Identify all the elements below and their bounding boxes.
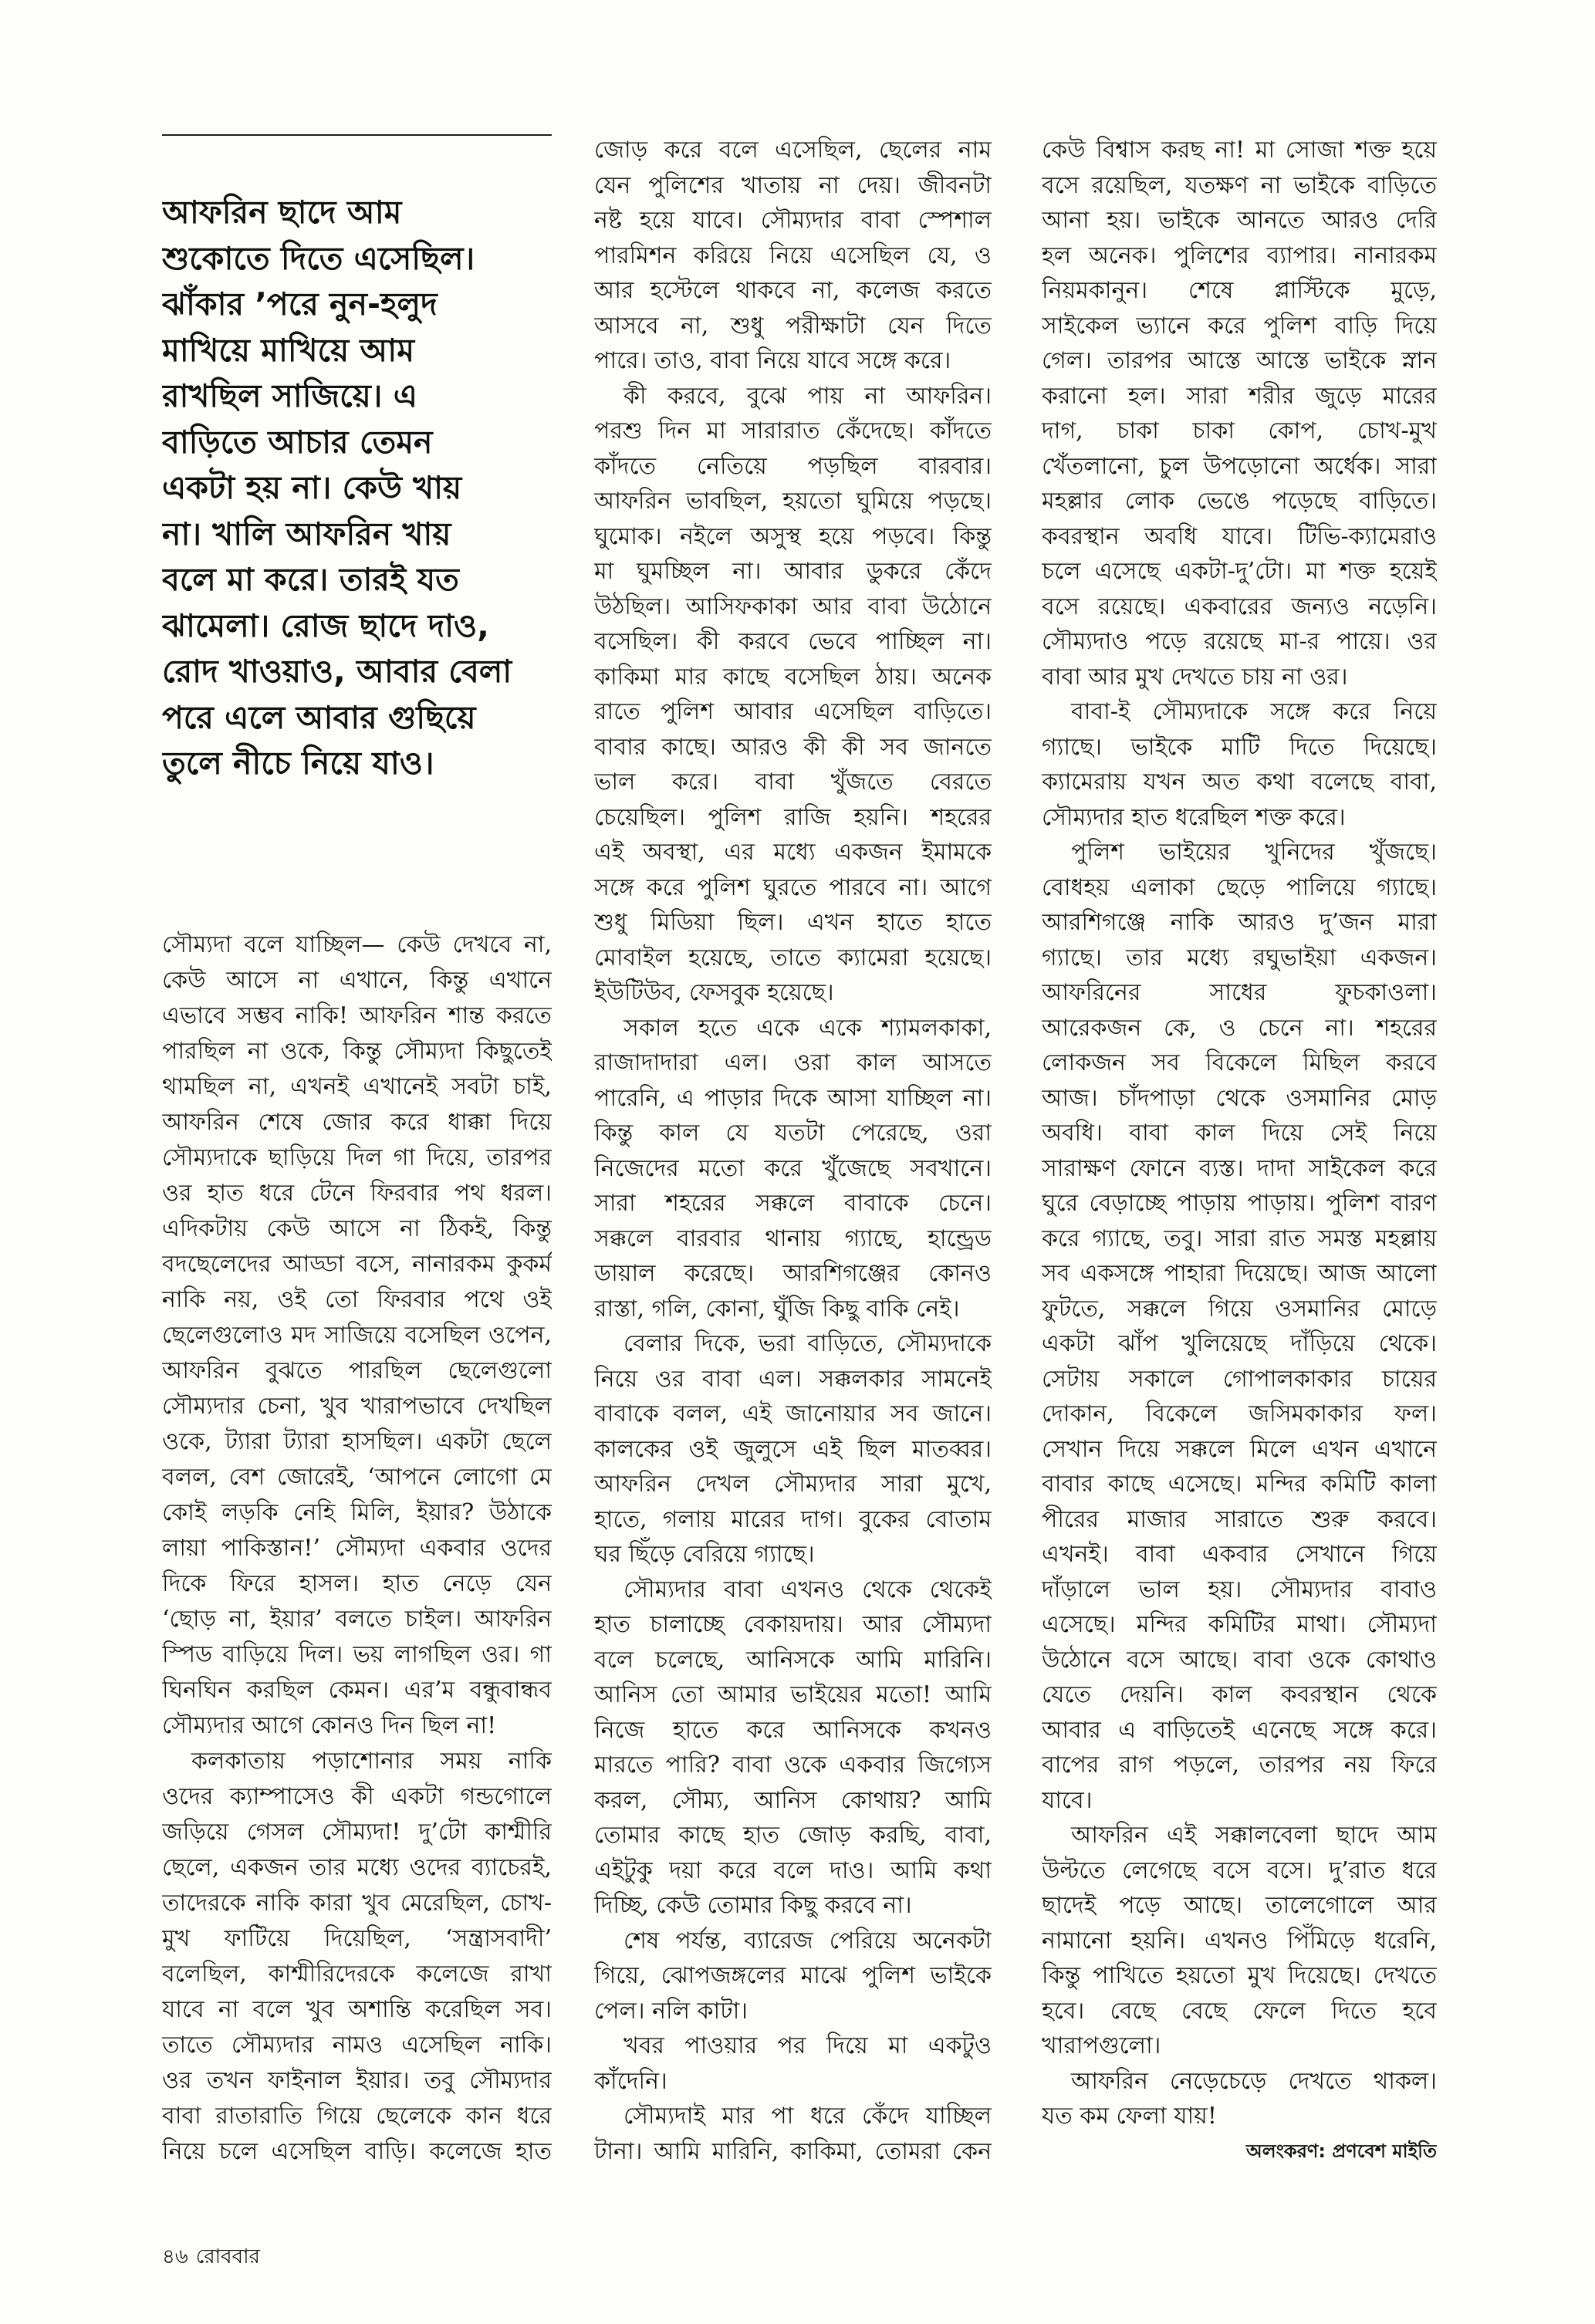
text-line: থামছিল না, এখনই এখানেই সবটা চাই, — [162, 1073, 552, 1100]
text-line: সৌম্যদার আগে কোনও দিন ছিল না! — [162, 1712, 497, 1739]
text-line: আনিস তো আমার ভাইয়ের মতো! আমি — [594, 1681, 992, 1708]
pull-quote-line: পরে এলে আবার গুছিয়ে — [162, 698, 476, 736]
text-line: চলে এসেছে একটা-দু’টো। মা শক্ত হয়েই — [1042, 558, 1437, 585]
text-line: আনা হয়। ভাইকে আনতে আরও দেরি — [1042, 207, 1437, 234]
text-line: খেঁতলানো, চুল উপড়োনো অর্ধেক। সারা — [1042, 452, 1437, 480]
text-line: সৌম্যদার হাত ধরেছিল শক্ত করে। — [1042, 803, 1346, 831]
pull-quote-line: তুলে নীচে নিয়ে যাও। — [162, 745, 434, 782]
text-line: মোবাইল হয়েছে, তাতে ক্যামেরা হয়েছে। — [594, 944, 992, 971]
text-line: বাবা আর মুখ দেখতে চায় না ওর। — [1042, 663, 1348, 691]
text-line: ইউটিউব, ফেসবুক হয়েছে। — [594, 979, 834, 1006]
text-line: নিয়ে ওর বাবা এল। সক্কলকার সামনেই — [594, 1365, 992, 1393]
text-line: বোধহয় এলাকা ছেড়ে পালিয়ে গ্যাছে। — [1042, 873, 1437, 901]
paragraph — [594, 2028, 992, 2099]
text-line: অবধি। বাবা কাল দিয়ে সেই নিয়ে — [1042, 1120, 1437, 1147]
text-line: বেলার দিকে, ভরা বাড়িতে, সৌম্যদাকে — [623, 1330, 992, 1357]
text-line: করে গ্যাছে, তবু। সারা রাত সমস্ত মহল্লায় — [1042, 1224, 1437, 1252]
column-left — [162, 927, 552, 2170]
text-line: বাবার কাছে। আরও কী কী সব জানতে — [594, 733, 992, 761]
text-line: শেষ পর্যন্ত, ব্যারেজ পেরিয়ে অনেকটা — [623, 1927, 992, 1954]
text-line: আরেকজন কে, ও চেনে না। শহরের — [1042, 1014, 1437, 1042]
text-line: ঘুমোক। নইলে অসুস্থ হয়ে পড়বে। কিন্তু — [594, 522, 992, 550]
text-line: গ্যাছে। তার মধ্যে রঘুভাইয়া একজন। — [1042, 944, 1437, 971]
text-line: এইটুকু দয়া করে বলে দাও। আমি কথা — [594, 1856, 992, 1884]
text-line: এখনই। বাবা একবার সেখানে গিয়ে — [1042, 1541, 1437, 1568]
text-line: দাঁড়ালে ভাল হয়। সৌম্যদার বাবাও — [1042, 1576, 1437, 1603]
text-line: পরশু দিন মা সারারাত কেঁদেছে। কাঁদতে — [594, 417, 992, 444]
magazine-name: রোববার — [195, 2245, 260, 2268]
pull-quote-line: ঝামেলা। রোজ ছাদে দাও, — [162, 606, 489, 644]
text-line: নিয়ে চলে এসেছিল বাড়ি। কলেজে হাত — [162, 2138, 552, 2165]
column-middle — [594, 133, 992, 2169]
text-line: যাবে। — [1042, 1786, 1093, 1814]
text-line: বাবার কাছে এসেছে। মন্দির কমিটি কালা — [1042, 1471, 1437, 1498]
text-line: বাবাকে বলল, এই জানোয়ার সব জানে। — [594, 1400, 992, 1427]
divider-rule — [162, 134, 552, 136]
text-line: বাপের রাগ পড়লে, তারপর নয় ফিরে — [1042, 1751, 1437, 1778]
text-line: এদিকটায় কেউ আসে না ঠিকই, কিন্তু — [162, 1215, 552, 1242]
text-line: ওর তখন ফাইনাল ইয়ার। তবু সৌম্যদার — [162, 2067, 552, 2094]
text-line: পারমিশন করিয়ে নিয়ে এসেছিল যে, ও — [594, 242, 992, 269]
text-line: ক্যামেরায় যখন অত কথা বলেছে বাবা, — [1042, 768, 1437, 795]
text-line: কী করবে, বুঝে পায় না আফরিন। — [623, 382, 992, 410]
text-line: সব একসঙ্গে পাহারা দিয়েছে। আজ আলো — [1042, 1260, 1437, 1287]
paragraph — [1042, 2064, 1437, 2134]
text-line: হাতে, গলায় মারের দাগ। বুকের বোতাম — [594, 1505, 992, 1533]
text-line: সৌম্যদাও পড়ে রয়েছে মা-র পায়ে। ওর — [1042, 628, 1437, 655]
text-line: হাত চালাচ্ছে বেকায়দায়। আর সৌম্যদা — [594, 1611, 992, 1638]
text-line: মারতে পারি? বাবা ওকে একবার জিগ্যেস — [594, 1751, 992, 1778]
text-line: পারছিল না ওকে, কিন্তু সৌম্যদা কিছুতেই — [162, 1038, 552, 1065]
text-line: নামানো হয়নি। এখনও পিঁমিড়ে ধরেনি, — [1042, 1927, 1437, 1954]
text-line: গ্যাছে। ভাইকে মাটি দিতে দিয়েছে। — [1042, 733, 1437, 761]
text-line: সঙ্গে করে পুলিশ ঘুরতে পারবে না। আগে — [594, 873, 992, 901]
text-line: যাবে না বলে খুব অশান্তি করেছিল সব। — [162, 1996, 552, 2023]
text-line: নাকি নয়, ওই তো ফিরবার পথে ওই — [162, 1286, 552, 1313]
text-line: সাইকেল ভ্যানে করে পুলিশ বাড়ি দিয়ে — [1042, 312, 1437, 339]
pull-quote-line: শুকোতে দিতে এসেছিল। — [162, 239, 475, 277]
text-line: আফরিন শেষে জোর করে ধাক্কা দিয়ে — [162, 1109, 552, 1136]
text-line: কিন্তু কাল যে যতটা পেরেছে, ওরা — [594, 1120, 992, 1147]
text-line: আফরিন বুঝতে পারছিল ছেলেগুলো — [162, 1357, 552, 1384]
text-line: পীরের মাজার সারাতে শুরু করবে। — [1042, 1505, 1437, 1533]
text-line: গেল। তারপর আস্তে আস্তে ভাইকে স্নান — [1042, 347, 1437, 374]
text-line: যেতে দেয়নি। কাল কবরস্থান থেকে — [1042, 1681, 1437, 1708]
text-line: এভাবে সম্ভব নাকি! আফরিন শান্ত করতে — [162, 1002, 552, 1029]
text-line: আফরিন এই সক্কালবেলা ছাদে আম — [1071, 1822, 1437, 1849]
text-line: কেউ আসে না এখানে, কিন্তু এখানে — [162, 967, 552, 994]
text-line: উল্টতে লেগেছে বসে বসে। দু’রাত ধরে — [1042, 1856, 1437, 1884]
text-line: আরশিগঞ্জে নাকি আরও দু’জন মারা — [1042, 909, 1437, 936]
text-line: পারেনি, এ পাড়ার দিকে আসা যাচ্ছিল না। — [594, 1084, 992, 1112]
text-line: যেন পুলিশের খাতায় না দেয়। জীবনটা — [594, 171, 992, 199]
column-right — [1042, 133, 1437, 2134]
paragraph — [594, 1326, 992, 1572]
paragraph — [594, 133, 992, 379]
text-line: আফরিন নেড়েচেড়ে দেখতে থাকল। — [1071, 2067, 1437, 2095]
text-line: আজ। চাঁদপাড়া থেকে ওসমানির মোড় — [1042, 1084, 1437, 1112]
text-line: করল, সৌম্য, আনিস কোথায়? আমি — [594, 1786, 992, 1814]
text-line: কাঁদেনি। — [594, 2067, 667, 2095]
pull-quote-line: বাড়িতে আচার তেমন — [162, 423, 433, 461]
text-line: বদছেলেদের আড্ডা বসে, নানারকম কুকর্ম — [162, 1251, 552, 1278]
text-line: আসবে না, শুধু পরীক্ষাটা যেন দিতে — [594, 312, 992, 339]
text-line: জোড় করে বলে এসেছিল, ছেলের নাম — [594, 137, 992, 164]
text-line: ওকে, ট্যারা ট্যারা হাসছিল। একটা ছেলে — [162, 1428, 552, 1455]
text-line: ঘুরে বেড়াচ্ছে পাড়ায় পাড়ায়। পুলিশ বারণ — [1042, 1190, 1437, 1217]
text-line: লোকজন সব বিকেলে মিছিল করবে — [1042, 1049, 1437, 1076]
text-line: ওর হাত ধরে টেনে ফিরবার পথ ধরল। — [162, 1180, 552, 1207]
text-line: খবর পাওয়ার পর দিয়ে মা একটুও — [623, 2032, 992, 2059]
text-line: দাগ, চাকা চাকা কোপ, চোখ-মুখ — [1042, 417, 1437, 444]
text-line: কবরস্থান অবধি যাবে। টিভি-ক্যামেরাও — [1042, 522, 1437, 550]
text-line: বসেছিল। কী করবে ভেবে পাচ্ছিল না। — [594, 628, 992, 655]
text-line: ‘ছোড় না, ইয়ার’ বলতে চাইল। আফরিন — [162, 1606, 552, 1633]
text-line: আফরিনের সাধের ফুচকাওলা। — [1042, 979, 1437, 1006]
text-line: ডায়াল করেছে। আরশিগঞ্জের কোনও — [594, 1260, 992, 1287]
paragraph — [594, 379, 992, 1011]
text-line: চেয়েছিল। পুলিশ রাজি হয়নি। শহরের — [594, 803, 992, 831]
text-line: নষ্ট হয়ে যাবে। সৌম্যদার বাবা স্পেশাল — [594, 207, 992, 234]
text-line: কলকাতায় পড়াশোনার সময় নাকি — [191, 1748, 552, 1775]
text-line: মহল্লার লোক ভেঙে পড়েছে বাড়িতে। — [1042, 488, 1437, 515]
text-line: সৌম্যদার বাবা এখনও থেকে থেকেই — [623, 1576, 992, 1603]
text-line: সক্কলে বারবার থানায় গ্যাছে, হান্ড্রেড — [594, 1224, 992, 1252]
text-line: সৌম্যদাকে ছাড়িয়ে দিল গা দিয়ে, তারপর — [162, 1144, 552, 1171]
text-line: রাজাদাদারা এল। ওরা কাল আসতে — [594, 1049, 992, 1076]
text-line: ছেলেগুলোও মদ সাজিয়ে বসেছিল ওপেন, — [162, 1322, 552, 1349]
paragraph — [162, 1744, 552, 2170]
pull-quote-line: মাখিয়ে মাখিয়ে আম — [162, 331, 415, 369]
pull-quote-line: ঝাঁকার ’পরে নুন-হলুদ — [162, 285, 438, 323]
text-line: বসে রয়েছিল, যতক্ষণ না ভাইকে বাড়িতে — [1042, 171, 1437, 199]
text-line: তাতে সৌম্যদার নামও এসেছিল নাকি। — [162, 2032, 552, 2059]
text-line: করানো হল। সারা শরীর জুড়ে মারের — [1042, 382, 1437, 410]
text-line: বাবা-ই সৌম্যদাকে সঙ্গে করে নিয়ে — [1071, 698, 1437, 725]
text-line: খারাপগুলো। — [1042, 2032, 1161, 2059]
text-line: গিয়ে, ঝোপজঙ্গলের মাঝে পুলিশ ভাইকে — [594, 1962, 992, 1989]
paragraph — [1042, 1818, 1437, 2064]
text-line: টানা। আমি মারিনি, কাকিমা, তোমরা কেন — [594, 2137, 992, 2165]
text-line: সেখান দিয়ে সক্কলে মিলে এখন এখানে — [1042, 1435, 1437, 1463]
text-line: আফরিন ভাবছিল, হয়তো ঘুমিয়ে পড়ছে। — [594, 488, 992, 515]
text-line: স্পিড বাড়িয়ে দিল। ভয় লাগছিল ওর। গা — [162, 1641, 552, 1668]
text-line: মা ঘুমচ্ছিল না। আবার ডুকরে কেঁদে — [594, 558, 992, 585]
text-line: ঘর ছিঁড়ে বেরিয়ে গ্যাছে। — [594, 1541, 815, 1568]
text-line: জড়িয়ে গেসল সৌম্যদা! দু’টো কাশ্মীরি — [162, 1819, 552, 1846]
text-line: সৌম্যদাই মার পা ধরে কেঁদে যাচ্ছিল — [623, 2103, 992, 2130]
text-line: সেটায় সকালে গোপালকাকার চায়ের — [1042, 1365, 1437, 1393]
text-line: শুধু মিডিয়া ছিল। এখন হাতে হাতে — [594, 909, 992, 936]
text-line: নিয়মকানুন। শেষে প্লাস্টিকে মুড়ে, — [1042, 277, 1437, 304]
text-line: হল অনেক। পুলিশের ব্যাপার। নানারকম — [1042, 242, 1437, 269]
text-line: রাস্তা, গলি, কোনা, ঘুঁজি কিছু বাকি নেই। — [594, 1295, 960, 1322]
text-line: উঠোনে বসে আছে। বাবা ওকে কোথাও — [1042, 1646, 1437, 1674]
text-line: ভাল করে। বাবা খুঁজতে বেরতে — [594, 768, 992, 795]
text-line: বলল, বেশ জোরেই, ‘আপনে লোগো মে — [162, 1464, 552, 1491]
text-line: কিন্তু পাখিতে হয়তো মুখ দিয়েছে। দেখতে — [1042, 1962, 1437, 1989]
text-line: লায়া পাকিস্তান!’ সৌম্যদা একবার ওদের — [162, 1535, 552, 1562]
text-line: কাকিমা মার কাছে বসেছিল ঠায়। অনেক — [594, 663, 992, 691]
paragraph — [594, 1011, 992, 1327]
text-line: ছাদেই পড়ে আছে। তালেগোলে আর — [1042, 1892, 1437, 1919]
text-line: কালকের ওই জুলুসে এই ছিল মাতব্বর। — [594, 1435, 992, 1463]
text-line: একটা ঝাঁপ খুলিয়েছে দাঁড়িয়ে থেকে। — [1042, 1330, 1437, 1357]
text-line: কেউ বিশ্বাস করছ না! মা সোজা শক্ত হয়ে — [1042, 137, 1437, 164]
paragraph — [162, 927, 552, 1744]
paragraph — [594, 1924, 992, 2029]
text-line: ফুটতে, সক্কলে গিয়ে ওসমানির মোড়ে — [1042, 1295, 1437, 1322]
text-line: ছেলে, একজন তার মধ্যে ওদের ব্যাচেরই, — [162, 1854, 552, 1881]
text-line: ঘিনঘিন করছিল কেমন। এর’ম বন্ধুবান্ধব — [162, 1677, 552, 1704]
text-line: দিকে ফিরে হাসল। হাত নেড়ে যেন — [162, 1570, 552, 1597]
text-line: পুলিশ ভাইয়ের খুনিদের খুঁজছে। — [1071, 839, 1437, 866]
text-line: দিচ্ছি, কেউ তোমার কিছু করবে না। — [594, 1892, 912, 1919]
text-line: ওদের ক্যাম্পাসেও কী একটা গন্ডগোলে — [162, 1783, 552, 1810]
text-line: কোই লড়কি নেহি মিলি, ইয়ার? উঠাকে — [162, 1499, 552, 1526]
text-line: এসেছে। মন্দির কমিটির মাথা। সৌম্যদা — [1042, 1611, 1437, 1638]
text-line: সারা শহরের সক্কলে বাবাকে চেনে। — [594, 1190, 992, 1217]
page-number: ৪৬ — [162, 2245, 188, 2268]
text-line: সৌম্যদার চেনা, খুব খারাপভাবে দেখছিল — [162, 1393, 552, 1420]
paragraph — [594, 1572, 992, 1924]
pull-quote-line: না। খালি আফরিন খায় — [162, 515, 451, 552]
text-line: যত কম ফেলা যায়! — [1042, 2103, 1217, 2130]
text-line: বলে চলেছে, আনিসকে আমি মারিনি। — [594, 1646, 992, 1674]
text-line: কাঁদতে নেতিয়ে পড়ছিল বারবার। — [594, 452, 992, 480]
text-line: তাদেরকে নাকি কারা খুব মেরেছিল, চোখ- — [162, 1890, 552, 1917]
text-line: উঠছিল। আসিফকাকা আর বাবা উঠোনে — [594, 593, 992, 620]
text-line: সৌম্যদা বলে যাচ্ছিল— কেউ দেখবে না, — [162, 931, 552, 958]
text-line: পেল। নলি কাটা। — [594, 1997, 748, 2025]
illustration-credit: অলংকরণ: প্রণবেশ মাইতি — [1245, 2140, 1437, 2162]
text-line: সারাক্ষণ ফোনে ব্যস্ত। দাদা সাইকেল করে — [1042, 1154, 1437, 1182]
paragraph — [1042, 835, 1437, 1818]
pull-quote-line: রাখছিল সাজিয়ে। এ — [162, 377, 417, 414]
text-line: বলেছিল, কাশ্মীরিদেরকে কলেজে রাখা — [162, 1961, 552, 1988]
pull-quote-line: বলে মা করে। তারই যত — [162, 561, 459, 598]
pull-quote-line: আফরিন ছাদে আম — [162, 194, 402, 231]
text-line: নিজেদের মতো করে খুঁজেছে সবখানে। — [594, 1154, 992, 1182]
text-line: বাবা রাতারাতি গিয়ে ছেলেকে কান ধরে — [162, 2103, 552, 2130]
paragraph — [594, 2099, 992, 2169]
text-line: সকাল হতে একে একে শ্যামলকাকা, — [623, 1014, 992, 1042]
text-line: পারে। তাও, বাবা নিয়ে যাবে সঙ্গে করে। — [594, 347, 951, 374]
text-line: রাতে পুলিশ আবার এসেছিল বাড়িতে। — [594, 698, 992, 725]
text-line: তোমার কাছে হাত জোড় করছি, বাবা, — [594, 1822, 992, 1849]
text-line: আফরিন দেখল সৌম্যদার সারা মুখে, — [594, 1471, 992, 1498]
text-line: বসে রয়েছে। একবারের জন্যও নড়েনি। — [1042, 593, 1437, 620]
page-footer — [162, 2242, 625, 2272]
text-line: হবে। বেছে বেছে ফেলে দিতে হবে — [1042, 1997, 1437, 2025]
pull-quote-line: একটা হয় না। কেউ খায় — [162, 469, 462, 506]
text-line: মুখ ফাটিয়ে দিয়েছিল, ‘সন্ত্রাসবাদী’ — [162, 1925, 552, 1952]
paragraph — [1042, 133, 1437, 694]
paragraph — [1042, 694, 1437, 835]
text-line: আর হস্টেলে থাকবে না, কলেজ করতে — [594, 277, 992, 304]
text-line: নিজে হাতে করে আনিসকে কখনও — [594, 1716, 992, 1744]
pull-quote — [162, 190, 552, 787]
text-line: আবার এ বাড়িতেই এনেছে সঙ্গে করে। — [1042, 1716, 1437, 1744]
text-line: দোকান, বিকেলে জসিমকাকার ফল। — [1042, 1400, 1437, 1427]
pull-quote-line: রোদ খাওয়াও, আবার বেলা — [162, 653, 512, 690]
text-line: এই অবস্থা, এর মধ্যে একজন ইমামকে — [594, 839, 992, 866]
